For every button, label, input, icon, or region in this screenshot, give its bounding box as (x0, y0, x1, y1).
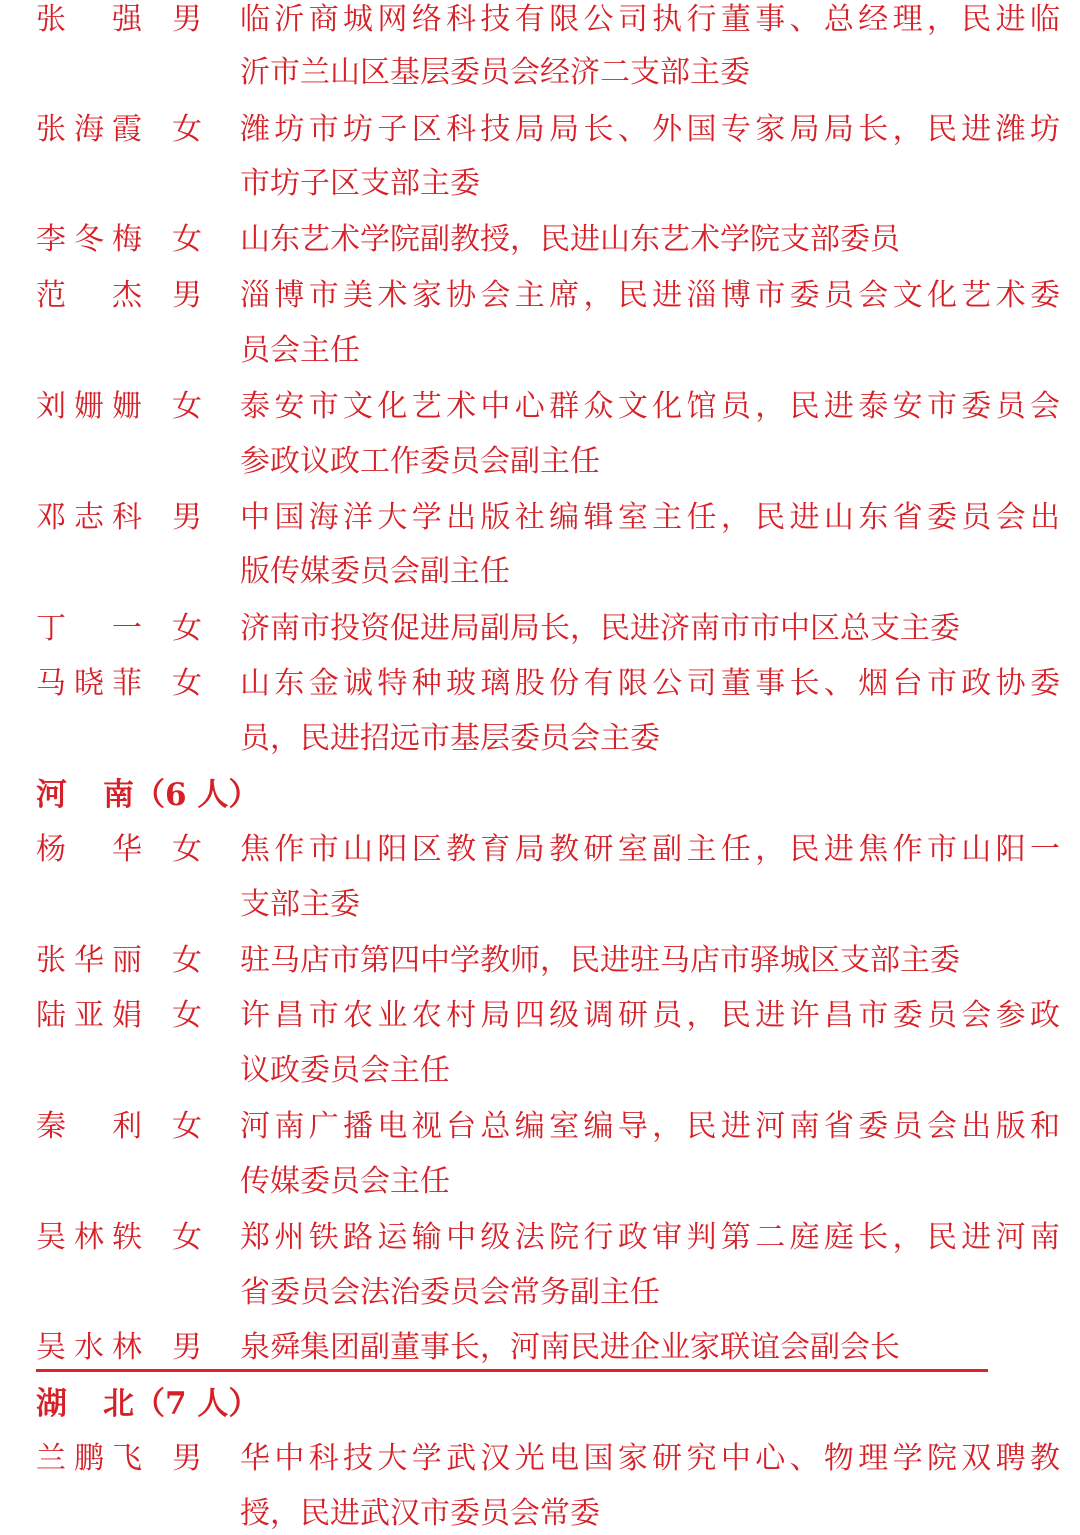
member-gender: 女 (172, 222, 202, 257)
member-description: 济南市投资促进局副局长，民进济南市市中区总支主委 (240, 611, 960, 646)
member-description: 参政议政工作委员会副主任 (240, 444, 600, 479)
member-description: 淄博市美术家协会主席，民进淄博市委员会文化艺术委 (240, 278, 1060, 313)
member-description: 潍坊市坊子区科技局局长、外国专家局局长，民进潍坊 (240, 112, 1060, 147)
member-name: 兰 鹏 飞 (36, 1441, 142, 1476)
member-gender: 女 (172, 998, 202, 1033)
section-heading-hubei (36, 1386, 260, 1422)
member-gender: 女 (172, 943, 202, 978)
member-name: 马 晓 菲 (36, 666, 142, 701)
member-description: 市坊子区支部主委 (240, 166, 480, 201)
member-name: 邓 志 科 (36, 500, 142, 535)
member-name: 范 杰 (36, 278, 142, 313)
member-gender: 女 (172, 666, 202, 701)
section-heading-henan (36, 777, 260, 813)
member-description: 泉舜集团副董事长，河南民进企业家联谊会副会长 (240, 1330, 900, 1365)
member-gender: 女 (172, 112, 202, 147)
member-gender: 女 (172, 611, 202, 646)
member-description: 郑州铁路运输中级法院行政审判第二庭庭长，民进河南 (240, 1220, 1060, 1255)
member-description: 员，民进招远市基层委员会主委 (240, 721, 660, 756)
member-gender: 女 (172, 389, 202, 424)
section-count: （6 人） (134, 777, 260, 813)
member-name: 丁 一 (36, 611, 142, 646)
member-name: 刘 姗 姗 (36, 389, 142, 424)
member-gender: 男 (172, 1330, 202, 1365)
section-count: （7 人） (134, 1386, 260, 1422)
highlight-underline (36, 1369, 988, 1372)
member-description: 驻马店市第四中学教师，民进驻马店市驿城区支部主委 (240, 943, 960, 978)
member-name: 张 华 丽 (36, 943, 142, 978)
member-description: 授，民进武汉市委员会常委 (240, 1496, 600, 1531)
member-description: 议政委员会主任 (240, 1053, 450, 1088)
member-description: 泰安市文化艺术中心群众文化馆员，民进泰安市委员会 (240, 389, 1060, 424)
member-name: 李 冬 梅 (36, 222, 142, 257)
member-name: 秦 利 (36, 1109, 142, 1144)
member-name: 陆 亚 娟 (36, 998, 142, 1033)
section-name: 河 南 (36, 777, 134, 813)
member-name: 张 海 霞 (36, 112, 142, 147)
member-gender: 女 (172, 1109, 202, 1144)
member-gender: 男 (172, 2, 202, 37)
member-description: 山东艺术学院副教授，民进山东艺术学院支部委员 (240, 222, 900, 257)
member-description: 许昌市农业农村局四级调研员，民进许昌市委员会参政 (240, 998, 1060, 1033)
section-name: 湖 北 (36, 1386, 134, 1422)
member-description: 沂市兰山区基层委员会经济二支部主委 (240, 55, 750, 90)
member-description: 河南广播电视台总编室编导，民进河南省委员会出版和 (240, 1109, 1060, 1144)
member-gender: 男 (172, 500, 202, 535)
member-description: 山东金诚特种玻璃股份有限公司董事长、烟台市政协委 (240, 666, 1060, 701)
member-description: 省委员会法治委员会常务副主任 (240, 1275, 660, 1310)
member-description: 员会主任 (240, 333, 360, 368)
member-description: 中国海洋大学出版社编辑室主任，民进山东省委员会出 (240, 500, 1060, 535)
member-name: 杨 华 (36, 832, 142, 867)
member-description: 华中科技大学武汉光电国家研究中心、物理学院双聘教 (240, 1441, 1060, 1476)
member-gender: 女 (172, 832, 202, 867)
member-description: 焦作市山阳区教育局教研室副主任，民进焦作市山阳一 (240, 832, 1060, 867)
member-description: 临沂商城网络科技有限公司执行董事、总经理，民进临 (240, 2, 1060, 37)
member-name: 张 强 (36, 2, 142, 37)
member-gender: 男 (172, 1441, 202, 1476)
member-gender: 男 (172, 278, 202, 313)
member-description: 支部主委 (240, 887, 360, 922)
member-name: 吴 林 轶 (36, 1220, 142, 1255)
member-gender: 女 (172, 1220, 202, 1255)
member-description: 传媒委员会主任 (240, 1164, 450, 1199)
member-name: 吴 水 林 (36, 1330, 142, 1365)
member-description: 版传媒委员会副主任 (240, 554, 510, 589)
